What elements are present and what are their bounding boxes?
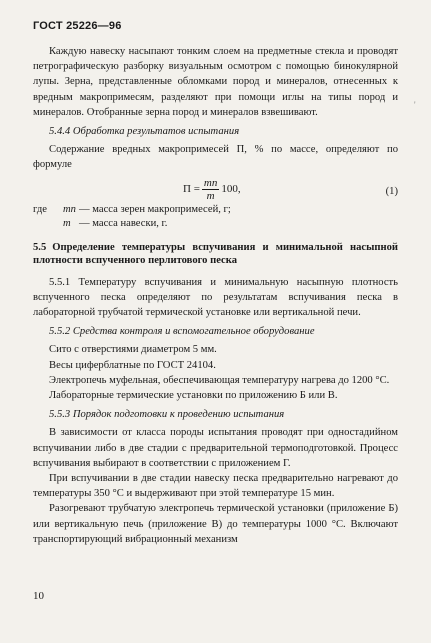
formula-legend-row <box>33 217 398 231</box>
formula-fraction <box>202 177 219 202</box>
equipment-item: Весы циферблатные по ГОСТ 24104. <box>49 359 216 371</box>
section-heading <box>33 241 398 267</box>
equipment-item: Лабораторные термические установки по приложению Б или В. <box>49 390 338 402</box>
paragraph: При вспучивании в две стадии навеску песка предварительно нагревают до температуры 350 °С и выдерживают при этой температуре 15 мин. <box>33 473 398 500</box>
equipment-item: Сито с отверстиями диаметром 5 мм. <box>49 344 217 356</box>
paragraph: В зависимости от класса породы испытания проводят при одностадийном вспучивании либо в две стадии с предварительной термоподготовкой. Процесс вспучивания выбирают в соответствии с приложением Г. <box>33 427 398 469</box>
legend-text: — масса зерен макропримесей, г; <box>79 203 231 215</box>
section-number: 5.5 <box>33 241 47 253</box>
formula <box>33 175 398 203</box>
paragraph: Содержание вредных макропримесей П, % по массе, определяют по формуле <box>33 144 398 171</box>
legend-where: где <box>33 203 47 215</box>
subsection-title: 5.4.4 Обработка результатов испытания <box>49 126 240 138</box>
legend-symbol: mп <box>63 203 76 215</box>
legend-text: — масса навески, г. <box>79 217 168 229</box>
subsection-title: 5.5.3 Порядок подготовки к проведению испытания <box>49 409 285 421</box>
document-header: ГОСТ 25226—96 <box>33 20 122 32</box>
equation-number: (1) <box>385 185 398 197</box>
formula-numerator: mп <box>203 176 218 189</box>
equipment-item: Электропечь муфельная, обеспечивающая температуру нагрева до 1200 °С. <box>49 374 390 386</box>
formula-legend-row <box>33 203 398 217</box>
paragraph: 5.5.1 Температуру вспучивания и минимальную насыпную плотность вспученного песка определяют по результатам вспучивания песка в лабораторной трубчатой термической установке или вертикальной печи. <box>33 276 398 319</box>
page-body <box>33 44 398 547</box>
margin-mark: ' <box>414 100 416 110</box>
formula-denominator: m <box>206 189 215 202</box>
formula-lhs: П = <box>183 182 200 195</box>
section-title: Определение температуры вспучивания и минимальной насыпной плотности вспученного перлитового песка <box>33 241 398 266</box>
formula-rhs: 100, <box>221 182 241 195</box>
legend-symbol: m <box>63 217 71 229</box>
paragraph: Разогревают трубчатую электропечь термической установки (приложение Б) или вертикальную печь (приложение В) до температуры 1000 °С. Включают транспортирующий вибрационный механизм <box>33 503 398 545</box>
paragraph: Каждую навеску насыпают тонким слоем на предметные стекла и проводят петрографическую разборку визуальным осмотром с помощью бинокулярной лупы. Зерна, представленные обломками пород и минералов, отнесенных к вредным макропримесям, разделяют при помощи иглы на типы пород и минералов. Отобранные зерна пород и минералов взвешивают. <box>33 46 398 118</box>
page-number: 10 <box>33 590 44 602</box>
subsection-title: 5.5.2 Средства контроля и вспомогательное оборудование <box>49 326 315 338</box>
